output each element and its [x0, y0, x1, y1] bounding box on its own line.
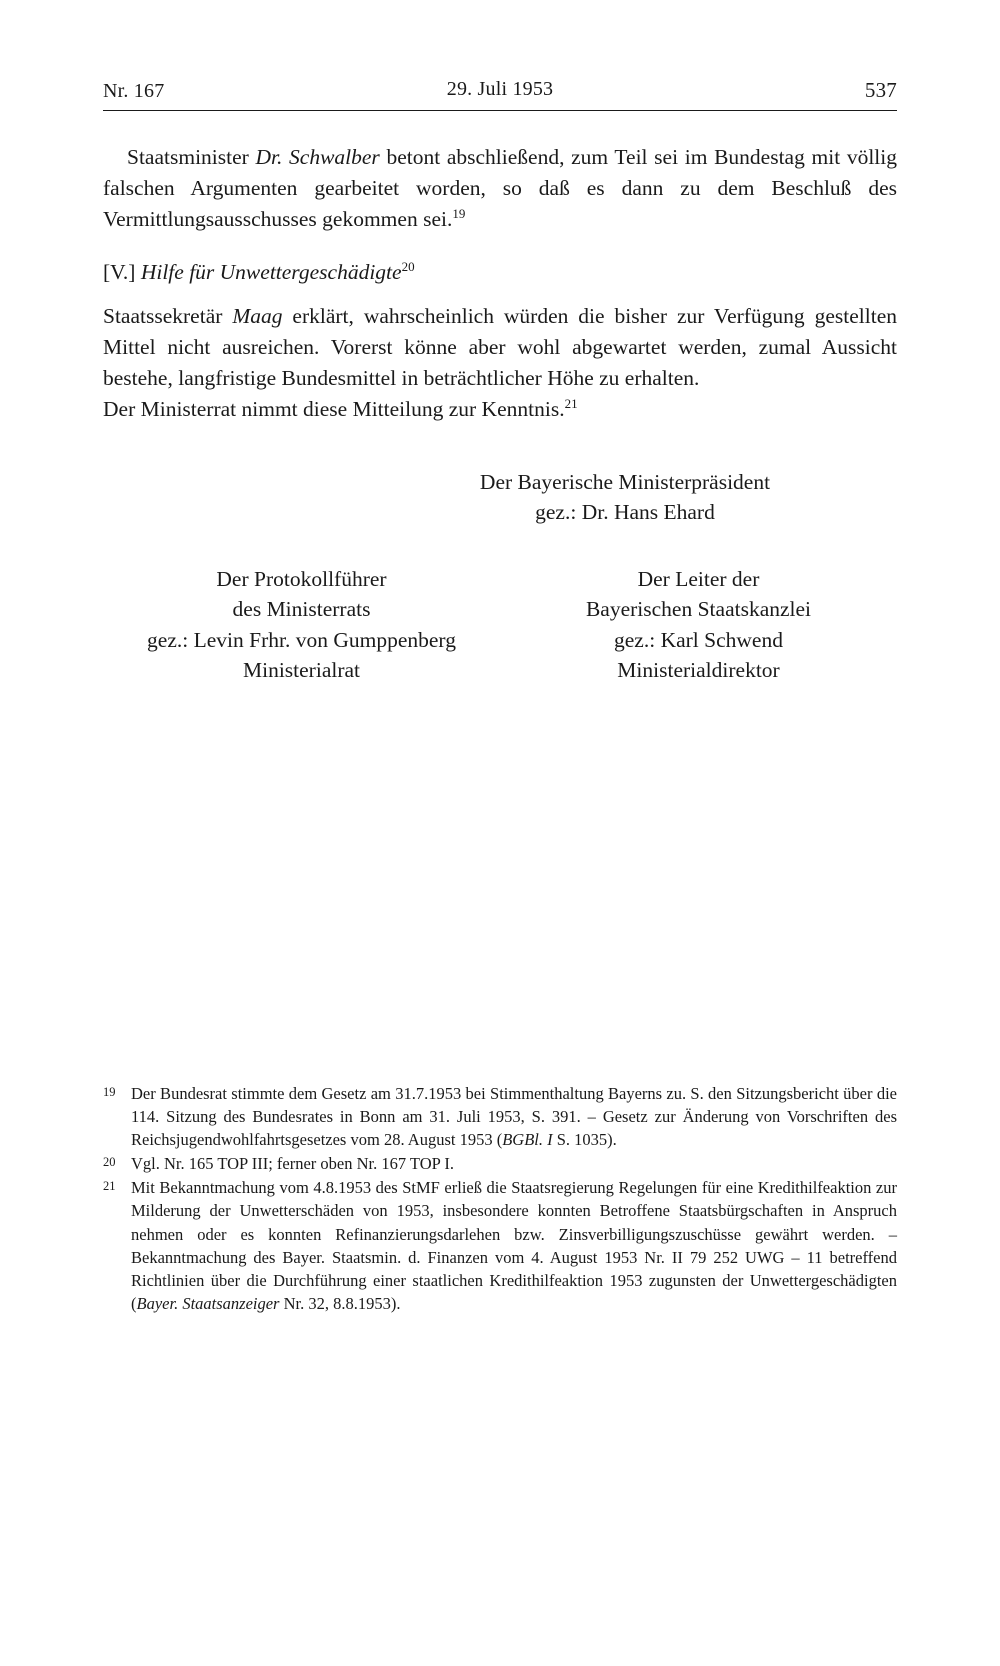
paragraph-kenntnis [103, 394, 897, 425]
person-name-maag: Maag [232, 303, 283, 328]
signature-line: gez.: Dr. Hans Ehard [535, 500, 715, 525]
signature-line: Ministerialrat [242, 658, 361, 683]
footnote-text [131, 1082, 897, 1151]
signature-line: gez.: Levin Frhr. von Gumppenberg [147, 627, 456, 652]
signature-columns [103, 564, 897, 686]
footnotes-section [103, 1082, 897, 1316]
body-text [103, 142, 897, 425]
signature-ministerpraesident [103, 467, 897, 528]
paragraph-maag [103, 301, 897, 394]
paragraph-maag-post: erklärt, wahrscheinlich würden die bisher zur Verfügung gestellten Mittel nicht ausreichen. Vorerst könne aber wohl abgewartet werden, zumal Aussicht bestehe, langfristige Bundesmittel in beträchtlicher Höhe zu erhalten. [103, 303, 897, 390]
running-head [103, 78, 897, 111]
paragraph-maag-pre: Staatssekretär [103, 303, 233, 328]
section-heading [103, 257, 897, 288]
footnote-text [131, 1152, 897, 1175]
footnote-italic: BGBl. I [502, 1130, 553, 1150]
signature-line: Bayerischen Staatskanzlei [585, 597, 812, 622]
footnote-text-b: Nr. 32, 8.8.1953). [279, 1293, 401, 1313]
signature-protokollfuehrer [103, 564, 500, 686]
footnote-item [103, 1152, 897, 1175]
section-number: [V.] [103, 259, 141, 284]
footnote-ref-19: 19 [452, 205, 466, 221]
footnote-number: 20 [103, 1155, 116, 1170]
paragraph-schwalber [103, 142, 897, 235]
signature-line: Der Bayerische Ministerpräsident [479, 469, 771, 494]
page-number: 537 [864, 78, 897, 102]
section-title: Hilfe für Unwettergeschädigte [140, 259, 402, 284]
footnote-ref-20: 20 [401, 258, 415, 274]
running-head-number: Nr. 167 [103, 80, 165, 102]
footnote-number: 19 [103, 1085, 116, 1099]
footnote-ref-21: 21 [564, 395, 578, 411]
footnote-item [103, 1176, 897, 1315]
footnote-number: 21 [103, 1179, 116, 1194]
footnote-text-a: Vgl. Nr. 165 TOP III; ferner oben Nr. 167 TOP I. [131, 1154, 454, 1174]
signature-line: Ministerialdirektor [617, 658, 780, 683]
footnote-item [103, 1082, 897, 1151]
footnote-text-a: Mit Bekanntmachung vom 4.8.1953 des StMF erließ die Staatsregierung Regelungen für eine Kredithilfeaktion zur Milderung der Unwetterschäden von 1953, insbesondere konnten Betroffene Staatsbürgschaften in Anspruch nehmen oder es konnten Refinanzierungsdarlehen bzw. Zinsverbilligungszuschüsse gewährt werden. – Bekanntmachung des Bayer. Staatsmin. d. Finanzen vom 4. August 1953 Nr. II 79 252 UWG – 11 betreffend Richtlinien über die Durchführung einer staatlichen Kredithilfeaktion 1953 zugunsten der Unwettergeschädigten ( [131, 1178, 897, 1313]
signature-line: des Ministerrats [232, 597, 371, 622]
paragraph-schwalber-post: betont abschließend, zum Teil sei im Bundestag mit völlig falschen Argumenten gearbeitet worden, so daß es dann zu dem Beschluß des Vermittlungsausschusses gekommen sei. [103, 145, 897, 231]
signature-line: Der Leiter der [637, 566, 760, 591]
footnote-text [131, 1176, 897, 1315]
footnote-italic: Bayer. Staatsanzeiger [136, 1293, 280, 1313]
signature-line: Der Protokollführer [216, 566, 387, 591]
footnote-text-a: Der Bundesrat stimmte dem Gesetz am 31.7.1953 bei Stimmenthaltung Bayerns zu. S. den Sitzungsbericht über die 114. Sitzung des Bundesrates in Bonn am 31. Juli 1953, S. 391. – Gesetz zur Änderung von Vorschriften des Reichsjugendwohlfahrtsgesetzes vom 28. August 1953 ( [131, 1084, 897, 1150]
person-name-schwalber: Dr. Schwalber [255, 145, 380, 169]
paragraph-kenntnis-text: Der Ministerrat nimmt diese Mitteilung zur Kenntnis. [103, 396, 565, 421]
signature-staatskanzlei [500, 564, 897, 686]
signature-line: gez.: Karl Schwend [614, 627, 783, 652]
paragraph-schwalber-pre: Staatsminister [127, 145, 256, 169]
running-head-date: 29. Juli 1953 [446, 78, 554, 100]
footnote-text-b: S. 1035). [552, 1130, 617, 1150]
